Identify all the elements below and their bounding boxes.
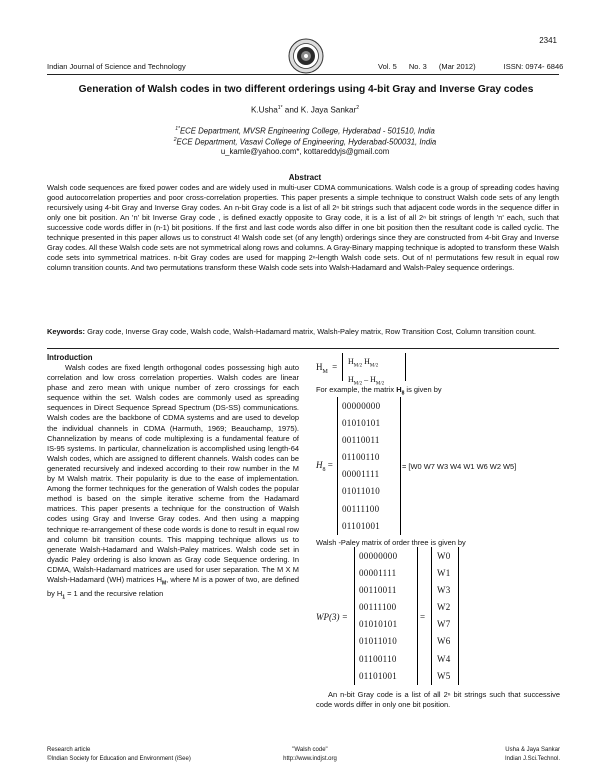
wp-row-5: 01010101 <box>359 619 398 630</box>
h8-row-4: 01100110 <box>342 452 380 463</box>
h8-row-7: 00111100 <box>342 503 380 514</box>
affiliation-2-sup: 2 <box>173 137 177 143</box>
issue-date: (Mar 2012) <box>438 62 476 71</box>
h8-row-5: 00001111 <box>342 469 380 480</box>
intro-sub-m: M <box>161 580 167 587</box>
h8-row-6: 01011010 <box>342 486 381 497</box>
authors <box>0 105 600 115</box>
h8-h: H <box>316 460 323 470</box>
wp-equals: = <box>420 612 426 622</box>
footer-middle <box>240 746 380 764</box>
journal-name: Indian Journal of Science and Technology <box>47 62 186 71</box>
keywords-rule <box>47 348 559 349</box>
example-suffix: is given by <box>404 385 442 394</box>
abstract-text: Walsh code sequences are fixed power codes and are widely used in multi-user CDMA communications. Walsh code is a group of spreading codes having good autocorrelation properties and poor cross-correlation properties. This paper presents a simple technique to construct Walsh code sets of any length recursively using 4-bit Gray and Inverse Gray codes. An n-bit Gray code is a list of all 2ⁿ bit strings such that adjacent code words in the sequence differ in only one bit position. An 'n' bit Inverse Gray code , is defined exactly opposite to Gray code, it is a list of all 2ⁿ bit strings of length 'n' each, such that successive code words differ in (n-1) bit positions. If the first and last code words also differ in one bit position then the resultant code is called cyclic. The technique presented in this paper allows us to construct 4! Walsh code set (of any length) orderings since they are constructed from 4-bit Gray and Inverse Gray codes. All these Walsh code sets are not symmetrical along rows and columns. A Gray-Binary mapping technique is adopted to transform these Walsh code sets into symmetrical matrices. n-bit Gray codes are used for mapping 2ⁿ-length Walsh code sets. Out of n! permutations few result in equal row column transition counts. And two permutations transform these Walsh code sets into Walsh-Hadamard and Walsh-Paley sequence orderings. <box>47 183 559 273</box>
author-2-sup: 2 <box>356 105 360 111</box>
hm-row-1 <box>348 355 384 373</box>
intro-tail: , where M is a power of two, are defined by H <box>47 574 300 598</box>
author-emails: u_kamle@yahoo.com*, kottareddyjs@gmail.com <box>220 147 390 156</box>
footer-left <box>47 746 191 764</box>
affiliation-2-text: ECE Department, Vasavi College of Engineering, Hyderabad-500031, India <box>176 137 437 147</box>
wp-row-3: 00110011 <box>359 585 397 596</box>
author-2: and K. Jaya Sankar <box>282 105 357 115</box>
hm-r1-a-sub: M/2 <box>353 363 363 369</box>
wp-matrix <box>359 548 397 685</box>
footer-journal-abbrev: Indian J.Sci.Technol. <box>504 756 560 762</box>
keywords <box>47 327 559 337</box>
journal-logo <box>288 38 324 74</box>
h8-row-2: 01010101 <box>342 418 381 429</box>
intro-sub-1: 1 <box>62 594 66 601</box>
h8-row-8: 01101001 <box>342 520 381 531</box>
abstract-heading: Abstract <box>288 173 322 182</box>
wp-row-4: 00111100 <box>359 602 397 613</box>
footer-article-type: Research article <box>47 747 91 753</box>
footer-authors: Usha & Jaya Sankar <box>505 747 560 753</box>
example-prefix: For example, the matrix <box>316 385 397 394</box>
wp-walsh-column <box>437 548 451 685</box>
wp-walsh-5: W7 <box>437 619 451 630</box>
h8-row-1: 00000000 <box>342 401 381 411</box>
paley-text: Walsh -Paley matrix of order three is given by <box>316 538 466 547</box>
h8-walsh-order: = [W0 W7 W3 W4 W1 W6 W2 W5] <box>402 462 517 471</box>
volume: Vol. 5 <box>378 62 397 71</box>
author-1-sup: 1* <box>277 105 283 111</box>
hm-r1-b-sub: M/2 <box>369 363 379 369</box>
issue-number: No. 3 <box>408 62 427 71</box>
footer-copyright: ©Indian Society for Education and Environment (iSee) <box>47 756 191 762</box>
hm-sub: M <box>322 368 328 375</box>
h8-equals: = <box>327 460 333 470</box>
affiliation-1-sup: 1* <box>175 126 180 132</box>
wp-walsh-3: W3 <box>437 585 451 596</box>
hm-r2-a: H <box>348 374 354 384</box>
introduction-heading: Introduction <box>47 353 93 362</box>
wp-row-7: 01100110 <box>359 653 397 664</box>
hm-label: H <box>316 362 323 372</box>
example-h: H <box>396 385 402 394</box>
introduction-text <box>47 363 299 602</box>
footer-short-title: "Walsh code" <box>292 747 328 753</box>
wp-row-2: 00001111 <box>359 568 397 579</box>
h8-label <box>316 460 333 473</box>
hm-equation <box>316 362 337 375</box>
hm-r2-a-sub: M/2 <box>353 381 363 387</box>
footer-url[interactable]: http://www.indjst.org <box>283 756 337 762</box>
wp-row-1: 00000000 <box>359 551 398 561</box>
footer-right <box>505 746 560 764</box>
example-text <box>316 385 442 396</box>
wp-walsh-4: W2 <box>437 602 451 613</box>
wp-walsh-2: W1 <box>437 568 451 579</box>
keywords-label: Keywords: <box>47 327 86 336</box>
header-rule <box>47 74 559 75</box>
wp-walsh-1: W0 <box>437 551 451 561</box>
intro-tail-2: = 1 and the recursive relation <box>65 588 164 598</box>
hm-r1-b: H <box>364 357 370 366</box>
hm-r2-b-sub: M/2 <box>375 381 385 387</box>
intro-paragraph: Walsh codes are fixed length orthogonal codes possessing high auto correlation and low cross correlation properties. Walsh codes are linear phase and zero mean with unique number of zero crossings for each sequence within the set. Walsh codes are commonly used as spreading sequences in Direct Sequence Spread Spectrum (DS-SS) communications. Walsh codes are the backbone of CDMA systems and are used to develop the individual channels in CDMA (Harmuth, 1969; Beauchamp, 1975). Channelization by means of code multiplexing is a fundamental feature of IS-95 systems. In particular, channelization is accomplished using length-64 Walsh codes, which are assigned to different channels. Walsh codes can be generated recursively and indexed according to their row number in the M by M Walsh matrix. Their popularity is due to the ease of implementation. Among the former techniques for the generation of Walsh codes the popular method is based on the simple iterative scheme from the Hadamard matrices. This paper presents a technique for the construction of Walsh codes using Gray and Inverse Gray codes. And then using a mapping technique re-arrangement of these code words is done to result in equal row and column bit transition counts. This mapping technique allows us to generate Walsh-Hadamard and Walsh-Paley matrices. Walsh code set in dyadic Paley ordering is also known as Gray code Sequence ordering. In CDMA, Walsh-Hadamard matrices are used for user separation. The M X M Walsh-Hadamard (WH) matrices H <box>47 363 299 584</box>
wp-row-8: 01101001 <box>359 670 398 681</box>
page-number: 2341 <box>539 36 557 45</box>
affiliation-1-text: ECE Department, MVSR Engineering College, Hyderabad - 501510, India <box>179 126 435 136</box>
issn: ISSN: 0974- 6846 <box>503 62 564 71</box>
wp-label: WP(3) = <box>316 612 348 622</box>
wp-walsh-7: W4 <box>437 653 451 664</box>
gray-code-definition: An n-bit Gray code is a list of all 2ⁿ bit strings such that successive code words differ in only one bit position. <box>316 690 560 709</box>
h8-row-3: 00110011 <box>342 435 380 446</box>
hm-equals: = <box>332 362 338 372</box>
example-sub: 8 <box>401 390 405 397</box>
wp-row-6: 01011010 <box>359 636 398 647</box>
issue-info <box>378 62 573 71</box>
h8-sub: 8 <box>322 466 326 473</box>
hm-r2-b: – H <box>364 374 376 384</box>
hm-r1-a: H <box>348 357 354 366</box>
author-1: K.Usha <box>250 105 278 115</box>
wp-walsh-6: W6 <box>437 636 451 647</box>
h8-matrix <box>342 398 380 535</box>
wp-walsh-8: W5 <box>437 670 451 681</box>
keywords-list: Gray code, Inverse Gray code, Walsh code, Walsh-Hadamard matrix, Walsh-Paley matrix, Row Transition Cost, Column transition count. <box>85 327 536 336</box>
paper-title: Generation of Walsh codes in two different orderings using 4-bit Gray and Inverse Gray codes <box>78 84 534 95</box>
